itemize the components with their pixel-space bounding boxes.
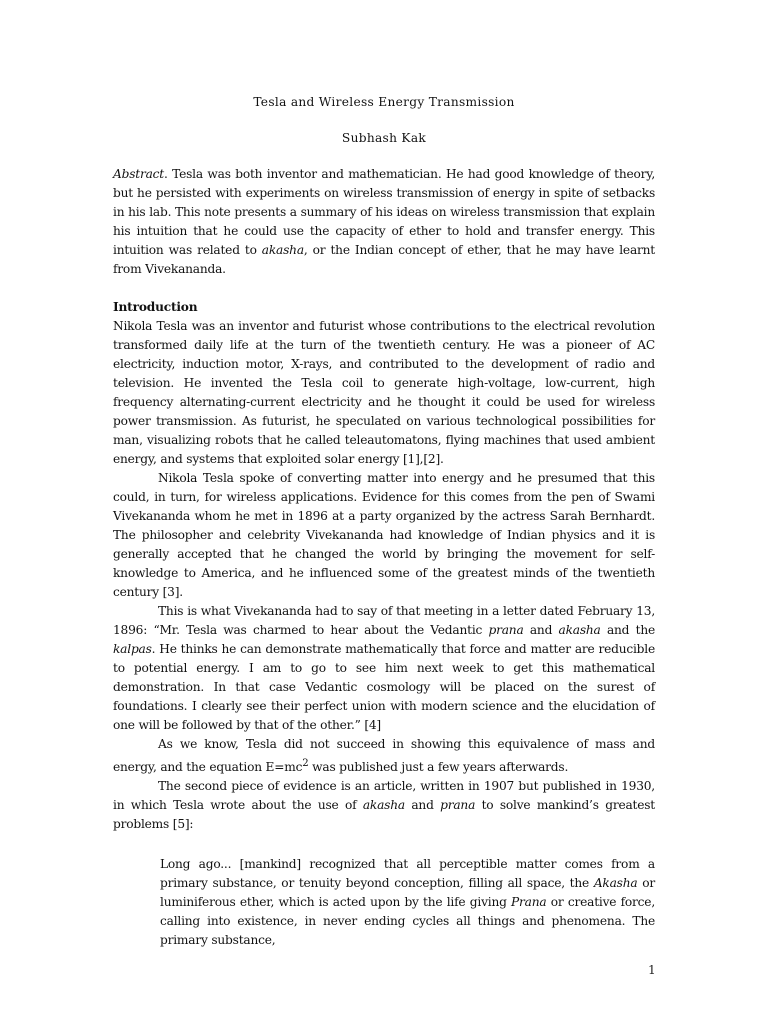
intro-paragraph-1: Nikola Tesla was an inventor and futurist whose contributions to the electrical revolution transformed daily life at the turn of the twentieth century. He was a pioneer of AC electricity, induction motor, X-rays, and contributed to the development of radio and television. He invented the Tesla coil to generate high-voltage, low-current, high frequency alternating-current electricity and he thought it could be used for wireless power transmission. As futurist, he speculated on various technological possibilities for man, visualizing robots that he called teleautomatons, flying machines that used ambient energy, and systems that exploited solar energy [1],[2]. xyxy=(113,319,655,466)
p4-text-2: was published just a few years afterwards. xyxy=(308,760,569,775)
section-heading-introduction: Introduction xyxy=(113,300,198,314)
p4-text-1: As we know, Tesla did not succeed in showing this equivalence of mass and energy, and the equation E=mc xyxy=(113,737,655,775)
quote-text-1: Long ago... [mankind] recognized that all perceptible matter comes from a primary substance, or tenuity beyond conception, filling all space, the xyxy=(160,857,655,891)
p3-prana-term: prana xyxy=(488,623,524,637)
quote-text-3: or creative force, calling into existence, in never ending cycles all things and phenomena. The primary substance, xyxy=(160,895,655,948)
p3-akasha-term: akasha xyxy=(558,623,601,637)
paper-author: Subhash Kak xyxy=(341,131,427,145)
p3-kalpas-term: kalpas xyxy=(113,642,152,656)
abstract-text-1: . Tesla was both inventor and mathematician. He had good knowledge of theory, but he persisted with experiments on wireless transmission of energy in spite of setbacks in his lab. This note presents a summary of his ideas on wireless transmission that explain his intuition that he could use the capacity of ether to hold and transfer energy. This intuition was related to xyxy=(113,167,655,257)
intro-paragraph-4 xyxy=(113,735,655,777)
p3-text-2: and xyxy=(523,623,559,637)
page-number: 1 xyxy=(648,963,656,977)
p4-superscript: 2 xyxy=(302,758,309,769)
p5-text-1: The second piece of evidence is an article, written in 1907 but published in 1930, in which Tesla wrote about the use of xyxy=(113,779,655,813)
p5-akasha-term: akasha xyxy=(362,798,405,813)
abstract-label: Abstract xyxy=(113,167,164,181)
intro-paragraph-3 xyxy=(113,602,655,735)
intro-paragraph-5 xyxy=(113,777,655,834)
intro-paragraph-2: Nikola Tesla spoke of converting matter into energy and he presumed that this could, in turn, for wireless applications. Evidence for this comes from the pen of Swami Vivekananda whom he met in 1896 at a party organized by the actress Sarah Bernhardt. The philosopher and celebrity Vivekananda had knowledge of Indian physics and it is generally accepted that he changed the world by bringing the movement for self-knowledge to America, and he influenced some of the greatest minds of the twentieth century [3]. xyxy=(113,471,655,599)
paper-title: Tesla and Wireless Energy Transmission xyxy=(253,95,515,109)
p3-text-1: This is what Vivekananda had to say of that meeting in a letter dated February 13, 1896: “Mr. Tesla was charmed to hear about the Vedantic xyxy=(113,604,655,637)
quote-text-2: or luminiferous ether, which is acted upon by the life giving xyxy=(160,876,655,910)
quote-prana-term: Prana xyxy=(511,895,547,910)
p3-text-3: and the xyxy=(600,623,655,637)
block-quote xyxy=(160,855,655,950)
abstract-text-2: , or the Indian concept of ether, that he may have learnt from Vivekananda. xyxy=(113,243,655,276)
abstract-akasha-term: akasha xyxy=(261,243,304,257)
p3-text-4: . He thinks he can demonstrate mathematically that force and matter are reducible to potential energy. I am to go to see him next week to get this mathematical demonstration. In that case Vedantic cosmology will be placed on the surest of foundations. I clearly see their perfect union with modern science and the elucidation of one will be followed by that of the other.” [4] xyxy=(113,642,655,732)
p5-prana-term: prana xyxy=(440,798,476,813)
abstract-paragraph xyxy=(113,165,655,279)
p5-text-2: and xyxy=(404,798,441,813)
quote-akasha-term: Akasha xyxy=(593,876,638,891)
p5-text-3: to solve mankind’s greatest problems [5]: xyxy=(113,798,655,832)
document-body xyxy=(113,93,655,950)
